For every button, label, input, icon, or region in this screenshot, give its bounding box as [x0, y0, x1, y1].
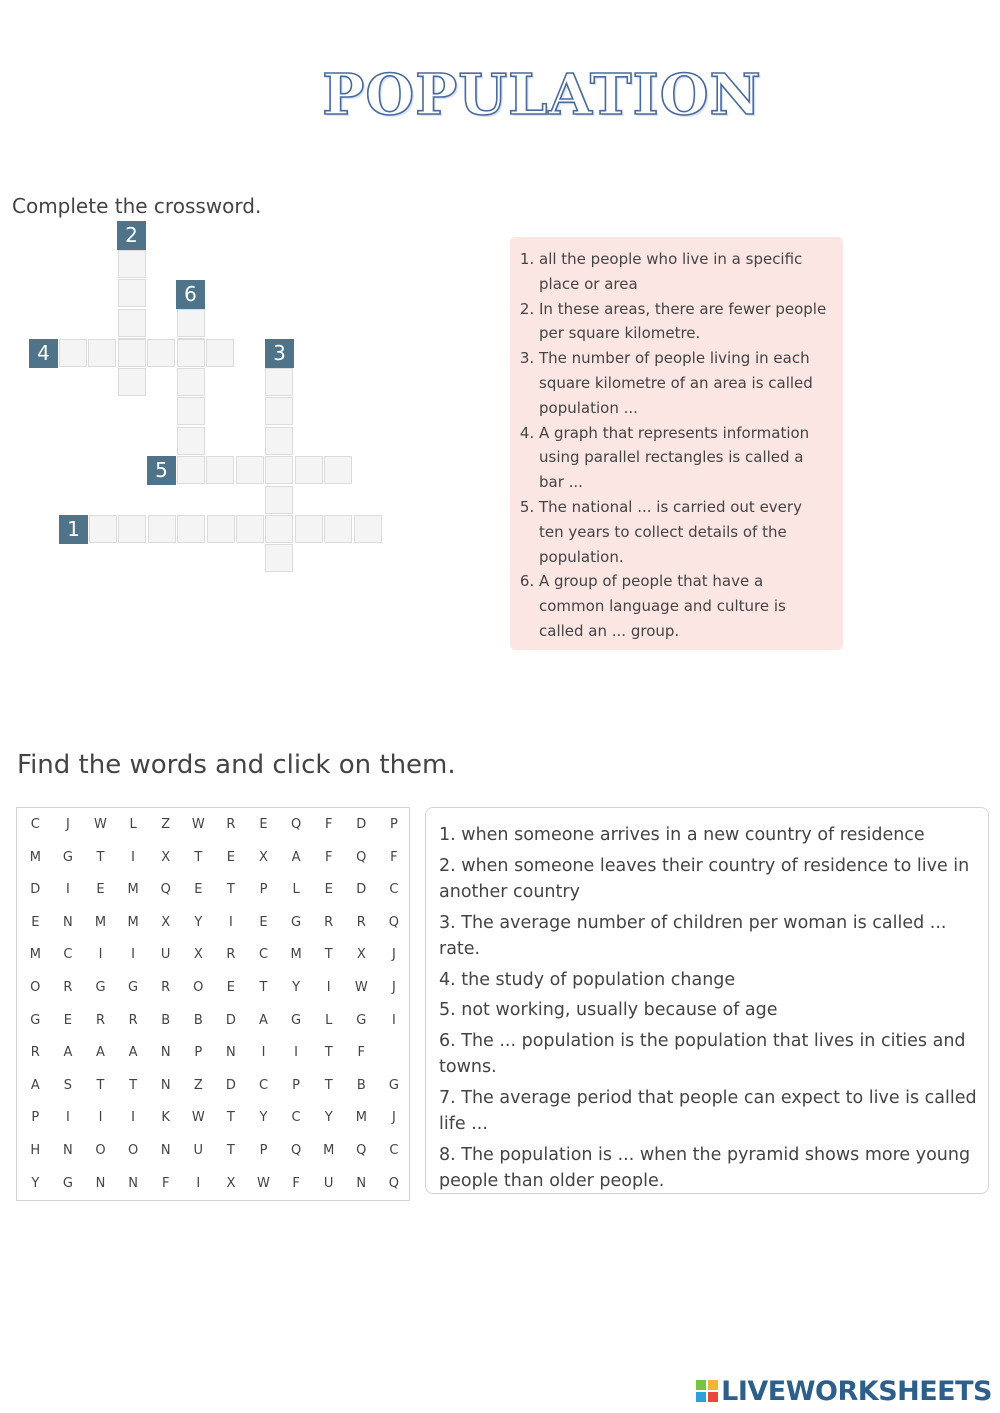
- wordsearch-letter[interactable]: X: [356, 947, 366, 963]
- wordsearch-row: [17, 907, 411, 940]
- crossword-instruction: Complete the crossword.: [12, 194, 262, 218]
- wordsearch-letter[interactable]: W: [191, 817, 205, 832]
- wordsearch-letter[interactable]: D: [225, 1077, 236, 1093]
- crossword-cell[interactable]: [177, 309, 205, 337]
- wordsearch-letter[interactable]: U: [323, 1175, 334, 1191]
- crossword-number-1: 1: [59, 515, 88, 544]
- wordsearch-letter[interactable]: T: [129, 1077, 138, 1093]
- wordsearch-row: [17, 1135, 411, 1168]
- wordsearch-letter[interactable]: X: [226, 1175, 236, 1191]
- crossword-cell[interactable]: [206, 456, 234, 484]
- wordsearch-letter[interactable]: B: [161, 1012, 171, 1028]
- crossword-clue: 6. A group of people that have a common language and culture is called an ... group.: [539, 569, 829, 643]
- wordsearch-letter[interactable]: T: [259, 980, 268, 995]
- wordsearch-letter[interactable]: O: [30, 980, 41, 995]
- wordsearch-letter[interactable]: I: [131, 947, 136, 963]
- wordsearch-letter[interactable]: C: [63, 947, 73, 963]
- wordsearch-letter[interactable]: I: [261, 1045, 266, 1061]
- wordsearch-letter[interactable]: N: [160, 1045, 171, 1061]
- wordsearch-letter[interactable]: P: [259, 882, 268, 898]
- wordsearch-letter[interactable]: F: [324, 817, 333, 832]
- wordsearch-letter[interactable]: R: [128, 1012, 138, 1028]
- wordsearch-letter[interactable]: C: [389, 1143, 399, 1158]
- wordsearch-letter[interactable]: Q: [356, 1143, 367, 1158]
- wordsearch-letter[interactable]: I: [98, 1110, 103, 1126]
- wordsearch-row: [17, 939, 411, 972]
- wordsearch-letter[interactable]: G: [388, 1077, 399, 1093]
- crossword-cell[interactable]: [354, 515, 382, 543]
- crossword-cell[interactable]: [265, 427, 293, 455]
- wordsearch-letter[interactable]: I: [131, 849, 136, 865]
- crossword-number-4: 4: [29, 339, 58, 368]
- crossword-cell[interactable]: [324, 515, 352, 543]
- wordsearch-letter[interactable]: M: [355, 1110, 367, 1126]
- wordsearch-letter[interactable]: Y: [259, 1110, 268, 1126]
- wordsearch-letter[interactable]: M: [323, 1143, 335, 1158]
- wordsearch-letter[interactable]: J: [391, 947, 396, 963]
- wordsearch-letter[interactable]: A: [30, 1077, 40, 1093]
- crossword-cell[interactable]: [236, 515, 264, 543]
- crossword-cell[interactable]: [88, 339, 116, 367]
- crossword-cell[interactable]: [147, 339, 175, 367]
- wordsearch-letter[interactable]: T: [194, 849, 203, 865]
- wordsearch-letter[interactable]: T: [324, 947, 333, 963]
- wordsearch-letter[interactable]: K: [161, 1110, 170, 1126]
- wordsearch-letter[interactable]: N: [160, 1143, 171, 1158]
- wordsearch-letter[interactable]: T: [324, 1045, 333, 1061]
- wordsearch-letter[interactable]: A: [259, 1012, 268, 1028]
- wordsearch-letter[interactable]: F: [161, 1175, 170, 1191]
- wordsearch-letter[interactable]: G: [291, 914, 302, 930]
- wordsearch-letter[interactable]: R: [356, 914, 366, 930]
- wordsearch-letter[interactable]: G: [62, 849, 73, 865]
- wordsearch-letter[interactable]: I: [65, 1110, 70, 1126]
- wordsearch-letter[interactable]: O: [127, 1143, 139, 1158]
- wordsearch-letter[interactable]: G: [95, 980, 106, 995]
- wordsearch-letter[interactable]: J: [65, 817, 70, 832]
- wordsearch-letter[interactable]: Q: [290, 817, 302, 832]
- wordsearch-letter[interactable]: B: [356, 1077, 366, 1093]
- wordsearch-letter[interactable]: G: [291, 1012, 302, 1028]
- wordsearch-letter[interactable]: T: [96, 849, 105, 865]
- wordsearch-letter[interactable]: I: [98, 947, 103, 963]
- crossword-number-3: 3: [265, 339, 294, 368]
- wordsearch-letter[interactable]: C: [389, 882, 399, 898]
- wordsearch-letter[interactable]: R: [226, 947, 236, 963]
- wordsearch-letter[interactable]: G: [356, 1012, 367, 1028]
- crossword-cell[interactable]: [118, 250, 146, 278]
- crossword-cell[interactable]: [295, 456, 323, 484]
- wordsearch-row: [17, 842, 411, 875]
- wordsearch-letter[interactable]: X: [259, 849, 268, 865]
- wordsearch-letter[interactable]: O: [193, 980, 204, 995]
- wordsearch-row: [17, 1070, 411, 1103]
- wordsearch-letter[interactable]: N: [63, 914, 73, 930]
- wordsearch-letter[interactable]: D: [356, 882, 367, 898]
- wordsearch-letter[interactable]: G: [128, 980, 139, 995]
- wordsearch-letter[interactable]: Y: [324, 1110, 333, 1126]
- wordsearch-clue: 2. when someone leaves their country of residence to live in another country: [439, 855, 970, 902]
- wordsearch-clue: 3. The average number of children per woman is called ... rate.: [439, 912, 947, 959]
- crossword-cell[interactable]: [118, 309, 146, 337]
- wordsearch-letter[interactable]: P: [389, 817, 398, 832]
- wordsearch-letter[interactable]: Q: [388, 1175, 399, 1191]
- wordsearch-letter[interactable]: U: [160, 947, 171, 963]
- wordsearch-letter[interactable]: I: [228, 914, 233, 930]
- wordsearch-letter[interactable]: Y: [31, 1175, 40, 1191]
- liveworksheets-logo[interactable]: [696, 1376, 992, 1407]
- wordsearch-letter[interactable]: T: [96, 1077, 105, 1093]
- wordsearch-row: [17, 1005, 411, 1038]
- crossword-clue: 4. A graph that represents information using parallel rectangles is called a bar ...: [539, 421, 829, 495]
- wordsearch-letter[interactable]: A: [128, 1045, 138, 1061]
- crossword-cell[interactable]: [265, 544, 293, 572]
- crossword-cell[interactable]: [207, 515, 235, 543]
- crossword-cell[interactable]: [59, 339, 87, 367]
- wordsearch-letter[interactable]: N: [356, 1175, 367, 1191]
- wordsearch-letter[interactable]: J: [391, 980, 396, 995]
- crossword-clue: 3. The number of people living in each square kilometre of an area is called population ...: [539, 346, 829, 420]
- crossword-cell[interactable]: [148, 515, 176, 543]
- page-title: POPULATION: [322, 62, 762, 128]
- wordsearch-clue: 8. The population is ... when the pyramid shows more young people than older people.: [439, 1144, 971, 1191]
- wordsearch-letter[interactable]: Z: [193, 1077, 203, 1093]
- crossword-cell[interactable]: [118, 279, 146, 307]
- wordsearch-letter[interactable]: I: [131, 1110, 136, 1126]
- wordsearch-letter[interactable]: N: [160, 1077, 171, 1093]
- wordsearch-letter[interactable]: E: [324, 882, 333, 898]
- logo-text: LIVEWORKSHEETS: [721, 1376, 992, 1407]
- wordsearch-letter[interactable]: F: [292, 1175, 300, 1191]
- crossword-cell[interactable]: [324, 456, 352, 484]
- wordsearch-row: [17, 1102, 411, 1135]
- wordsearch-letter[interactable]: W: [191, 1110, 205, 1126]
- wordsearch-letter[interactable]: I: [391, 1012, 396, 1028]
- crossword-clue: 5. The national ... is carried out every ten years to collect details of the population.: [539, 495, 829, 569]
- wordsearch-letter[interactable]: J: [391, 1110, 396, 1126]
- wordsearch-letter[interactable]: F: [324, 849, 333, 865]
- crossword-clue: 1. all the people who live in a specific place or area: [539, 247, 829, 297]
- wordsearch-letter[interactable]: G: [62, 1175, 73, 1191]
- crossword-cell[interactable]: [177, 515, 205, 543]
- wordsearch-letter[interactable]: B: [193, 1012, 203, 1028]
- wordsearch-letter[interactable]: P: [31, 1110, 40, 1126]
- crossword-number-5: 5: [147, 456, 176, 485]
- crossword-cell[interactable]: [89, 515, 117, 543]
- wordsearch-letter[interactable]: A: [291, 849, 301, 865]
- wordsearch-clue: 1. when someone arrives in a new country of residence: [439, 825, 925, 845]
- wordsearch-clues-panel: [425, 807, 989, 1194]
- wordsearch-letter[interactable]: M: [127, 882, 139, 898]
- wordsearch-letter[interactable]: N: [226, 1045, 236, 1061]
- crossword-cell[interactable]: [177, 339, 205, 367]
- wordsearch-letter[interactable]: T: [324, 1077, 333, 1093]
- crossword-cell[interactable]: [265, 456, 293, 484]
- crossword-cell[interactable]: [118, 368, 146, 396]
- wordsearch-letter[interactable]: A: [96, 1045, 105, 1061]
- wordsearch-letter[interactable]: Q: [356, 849, 367, 865]
- wordsearch-letter[interactable]: S: [63, 1077, 73, 1093]
- wordsearch-letter[interactable]: D: [356, 817, 367, 832]
- crossword-cell[interactable]: [118, 515, 146, 543]
- wordsearch-letter[interactable]: R: [161, 980, 171, 995]
- wordsearch-clue: 4. the study of population change: [439, 969, 736, 990]
- wordsearch-letter[interactable]: I: [326, 980, 331, 995]
- wordsearch-letter[interactable]: M: [127, 914, 139, 930]
- wordsearch-letter[interactable]: M: [290, 947, 302, 963]
- crossword-cell[interactable]: [177, 397, 205, 425]
- wordsearch-clue: 7. The average period that people can expect to live is called life ...: [439, 1087, 977, 1134]
- crossword-cell[interactable]: [236, 456, 264, 484]
- wordsearch-letter[interactable]: F: [390, 849, 398, 865]
- wordsearch-letter[interactable]: E: [226, 980, 235, 995]
- liveworksheets-logo-icon: [696, 1380, 718, 1402]
- wordsearch-letter[interactable]: Y: [194, 914, 203, 930]
- wordsearch-clue: 6. The ... population is the population that lives in cities and towns.: [439, 1030, 966, 1077]
- wordsearch-row: [17, 874, 411, 907]
- wordsearch-letter[interactable]: N: [63, 1143, 73, 1158]
- crossword-cell[interactable]: [118, 339, 146, 367]
- wordsearch-letter[interactable]: N: [95, 1175, 106, 1191]
- wordsearch-letter[interactable]: R: [30, 1045, 40, 1061]
- wordsearch-letter[interactable]: T: [226, 1143, 235, 1158]
- crossword-cell[interactable]: [177, 456, 205, 484]
- wordsearch-letter[interactable]: R: [324, 914, 334, 930]
- wordsearch-letter[interactable]: P: [259, 1143, 268, 1158]
- wordsearch-letter[interactable]: P: [194, 1045, 203, 1061]
- crossword-clue: 2. In these areas, there are fewer people per square kilometre.: [539, 297, 829, 347]
- wordsearch-letter[interactable]: Q: [388, 914, 399, 930]
- wordsearch-letter[interactable]: I: [294, 1045, 299, 1061]
- wordsearch-letter[interactable]: X: [193, 947, 203, 963]
- wordsearch-letter[interactable]: C: [30, 817, 40, 832]
- crossword-cell[interactable]: [265, 397, 293, 425]
- wordsearch-letter[interactable]: E: [259, 817, 268, 832]
- crossword-cell[interactable]: [206, 339, 234, 367]
- wordsearch-letter[interactable]: U: [193, 1143, 204, 1158]
- wordsearch-letter[interactable]: T: [226, 1110, 235, 1126]
- wordsearch-letter[interactable]: E: [226, 849, 235, 865]
- wordsearch-letter[interactable]: W: [94, 817, 107, 832]
- wordsearch-letter[interactable]: Q: [290, 1143, 302, 1158]
- wordsearch-letter[interactable]: E: [194, 882, 203, 898]
- crossword-cell[interactable]: [265, 486, 293, 514]
- wordsearch-letter[interactable]: M: [94, 914, 107, 930]
- wordsearch-letter[interactable]: I: [65, 882, 70, 898]
- wordsearch-letter[interactable]: R: [226, 817, 236, 832]
- wordsearch-letter[interactable]: E: [259, 914, 268, 930]
- crossword-number-2: 2: [117, 221, 146, 250]
- wordsearch-letter[interactable]: E: [63, 1012, 72, 1028]
- wordsearch-instruction: Find the words and click on them.: [17, 750, 456, 780]
- wordsearch-letter[interactable]: D: [30, 882, 41, 898]
- crossword-cell[interactable]: [295, 515, 323, 543]
- wordsearch-letter[interactable]: C: [258, 947, 269, 963]
- wordsearch-letter[interactable]: X: [161, 914, 171, 930]
- wordsearch-letter[interactable]: L: [129, 817, 137, 832]
- wordsearch-row: [17, 1037, 411, 1070]
- wordsearch-letter[interactable]: E: [96, 882, 105, 898]
- wordsearch-letter[interactable]: F: [357, 1045, 366, 1061]
- wordsearch-letter[interactable]: O: [95, 1143, 106, 1158]
- wordsearch-letter[interactable]: C: [258, 1077, 269, 1093]
- wordsearch-letter[interactable]: X: [161, 849, 171, 865]
- crossword-cell[interactable]: [177, 368, 205, 396]
- crossword-cell[interactable]: [265, 515, 293, 543]
- wordsearch-letter[interactable]: H: [30, 1143, 41, 1158]
- wordsearch-clue: 5. not working, usually because of age: [439, 1000, 778, 1020]
- wordsearch-row: [17, 1168, 411, 1201]
- crossword-cell[interactable]: [265, 368, 293, 396]
- wordsearch-letter[interactable]: W: [257, 1175, 270, 1191]
- wordsearch-letter[interactable]: G: [30, 1012, 41, 1028]
- wordsearch-row: [17, 809, 411, 842]
- wordsearch-letter[interactable]: M: [29, 947, 41, 963]
- wordsearch-letter[interactable]: R: [95, 1012, 105, 1028]
- crossword-clues-panel: [510, 237, 843, 650]
- wordsearch-letter[interactable]: M: [29, 849, 41, 865]
- wordsearch-grid: [16, 807, 410, 1201]
- wordsearch-letter[interactable]: Z: [161, 817, 171, 832]
- wordsearch-letter[interactable]: D: [225, 1012, 236, 1028]
- wordsearch-letter[interactable]: L: [292, 882, 300, 898]
- wordsearch-letter[interactable]: A: [63, 1045, 73, 1061]
- wordsearch-letter[interactable]: R: [63, 980, 73, 995]
- wordsearch-letter[interactable]: I: [196, 1175, 201, 1191]
- crossword-number-6: 6: [176, 280, 205, 309]
- crossword-cell[interactable]: [177, 427, 205, 455]
- wordsearch-letter[interactable]: P: [292, 1077, 301, 1093]
- crossword-clue-list: [520, 247, 829, 644]
- wordsearch-letter[interactable]: N: [128, 1175, 138, 1191]
- wordsearch-letter[interactable]: L: [325, 1012, 333, 1028]
- wordsearch-letter[interactable]: W: [354, 980, 368, 995]
- wordsearch-letter[interactable]: T: [226, 882, 235, 898]
- wordsearch-letter[interactable]: E: [31, 914, 40, 930]
- wordsearch-letter[interactable]: Q: [160, 882, 171, 898]
- wordsearch-row: [17, 972, 411, 1005]
- wordsearch-letter[interactable]: C: [291, 1110, 301, 1126]
- wordsearch-letter[interactable]: Y: [292, 980, 301, 995]
